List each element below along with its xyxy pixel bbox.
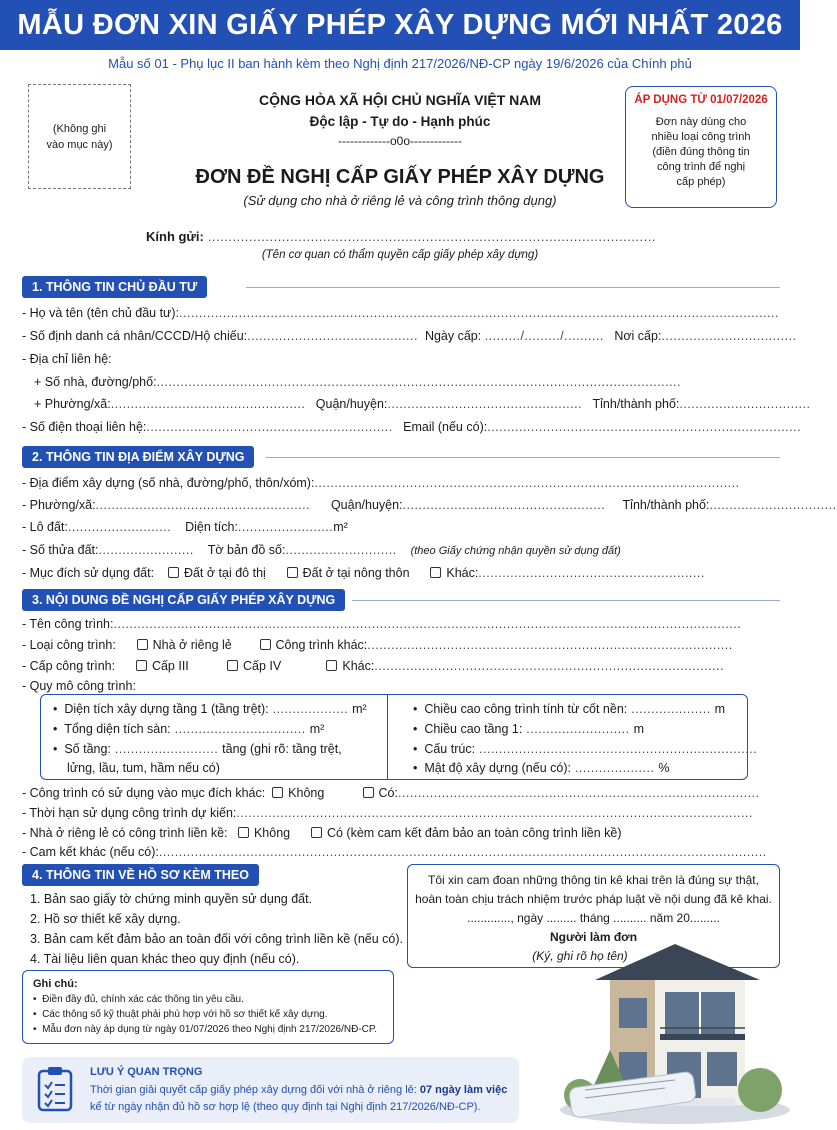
land-purpose-field: - Mục đích sử dụng đất: Đất ở tại đô thị Đất ở tại nông thôn Khác:......................................................... [22,566,705,580]
label: - Số định danh cá nhân/CCCD/Hộ chiếu: [22,329,248,343]
option-label: Không [253,826,291,840]
label: - Tên công trình: [22,617,114,631]
doc-item: 4. Tài liệu liên quan khác theo quy định (nếu có). [30,952,300,966]
label: Tỉnh/thành phố: [592,397,680,411]
floors-field[interactable]: • Số tầng: .......................... tầng (ghi rõ: tầng trệt, [53,742,342,756]
density-field[interactable]: • Mật độ xây dựng (nếu có): .................... % [413,761,670,775]
label: - Mục đích sử dụng đất: [22,566,155,580]
form-reference: Mẫu số 01 - Phụ lục II ban hành kèm theo Nghị định 217/2026/NĐ-CP ngày 19/6/2026 của Chính phủ [108,56,692,71]
checkbox-adj-no[interactable] [238,827,249,838]
label: - Loại công trình: [22,638,116,652]
apply-line: nhiều loại công trình [651,131,751,143]
section-3-header: 3. NỘI DUNG ĐỀ NGHỊ CẤP GIẤY PHÉP XÂY DỰNG [22,589,345,611]
divider [246,287,780,288]
checkbox-grade-3[interactable] [136,660,147,671]
label: + Số nhà, đường/phố: [34,375,157,389]
scale-box [40,694,758,780]
notes-title: Ghi chú: [33,978,78,990]
location-field[interactable]: - Địa điểm xây dựng (số nhà, đường/phố, thôn/xóm):........................................................................................................... [22,476,740,490]
unit: m [714,702,726,716]
lot-area-field[interactable]: - Lô đất:.......................... Diện tích:........................m² [22,520,348,534]
other-commit-field[interactable]: - Cam kết khác (nếu có):......................................................................................................................................................... [22,845,767,859]
floors-note: lửng, lầu, tum, hầm nếu có) [67,761,220,775]
important-notice [22,1057,519,1123]
form-subtitle: (Sử dụng cho nhà ở riêng lẻ và công trình thông dụng) [243,193,557,208]
label: Chiều cao tầng 1: [424,722,523,736]
checkbox-yes[interactable] [363,787,374,798]
floor1-area-field[interactable]: • Diện tích xây dựng tầng 1 (tầng trệt): ................... m² [53,702,367,716]
signer-label: Người làm đơn [549,930,638,944]
label: Email (nếu có): [403,420,488,434]
doc-item: 1. Bản sao giấy tờ chứng minh quyền sử dụng đất. [30,892,313,906]
checkbox-grade-other[interactable] [326,660,337,671]
owner-id-field[interactable]: - Số định danh cá nhân/CCCD/Hộ chiếu:........................................... Ngày cấp: ........./........./.......... Nơi cấp:.................................. [22,329,797,343]
label: Diện tích xây dựng tầng 1 (tầng trệt): [64,702,269,716]
label: Ngày cấp: [424,329,482,343]
floor1-height-field[interactable]: • Chiều cao tầng 1: .......................... m [413,722,644,736]
label: - Thời hạn sử dụng công trình dự kiến: [22,806,237,820]
label: Chiều cao công trình tính từ cốt nền: [424,702,628,716]
label: + Phường/xã: [34,397,111,411]
date-placeholder: ........./........./.......... [484,329,604,343]
recipient-note: (Tên cơ quan có thẩm quyền cấp giấy phép xây dựng) [261,249,539,261]
divider [387,695,388,779]
stamp-line-1: (Không ghi [52,122,107,135]
checkbox-adj-yes[interactable] [311,827,322,838]
motto: Độc lập - Tự do - Hạnh phúc [309,114,491,129]
house-illustration [555,930,795,1125]
label: - Nhà ở riêng lẻ có công trình liền kề: [22,826,228,840]
cert-note: (theo Giấy chứng nhận quyền sử dụng đất) [410,545,621,557]
office-stamp-box [28,84,131,189]
option-label: Nhà ở riêng lẻ [152,638,232,652]
divider [266,457,780,458]
option-label: Cấp III [151,659,189,673]
important-title: LƯU Ý QUAN TRỌNG [90,1066,203,1078]
option-label: Có (kèm cam kết đảm bảo an toàn công trình liền kề) [326,826,622,840]
label: - Số điện thoại liên hệ: [22,420,147,434]
site-ward-field[interactable]: - Phường/xã:...................................................... Quận/huyện:................................................... Tỉnh/thành phố:................................ [22,498,837,512]
form-title: ĐƠN ĐỀ NGHỊ CẤP GIẤY PHÉP XÂY DỰNG [195,166,605,188]
recipient-row[interactable]: Kính gửi: ............................................................................................................. [146,229,656,244]
label: - Họ và tên (tên chủ đầu tư): [22,306,180,320]
banner-title: MẪU ĐƠN XIN GIẤY PHÉP XÂY DỰNG MỚI NHẤT 2026 [0,0,800,50]
apply-line: công trình để nghị [656,161,746,173]
label: tầng (ghi rõ: tầng trệt, [222,742,342,756]
phone-email-field[interactable]: - Số điện thoại liên hệ:.............................................................. Email (nếu có):............................................................................... [22,420,802,434]
checkbox-no[interactable] [272,787,283,798]
plot-map-field[interactable]: - Số thửa đất:........................ Tờ bản đồ số:............................ (theo Giấy chứng nhận quyền sử dụng đất) [22,543,621,557]
unit: m² [352,702,367,716]
label: - Địa điểm xây dựng (số nhà, đường/phố, thôn/xóm): [22,476,315,490]
apply-line: cấp phép) [676,176,726,188]
option-label: Công trình khác: [275,638,368,652]
label: Diện tích: [185,520,238,534]
important-line: kể từ ngày nhận đủ hồ sơ hợp lệ (theo quy định tại Nghị định 217/2026/NĐ-CP). [90,1101,481,1113]
label: Nơi cấp: [614,329,662,343]
label: Mật độ xây dựng (nếu có): [424,761,571,775]
label: - Quy mô công trình: [22,679,136,693]
section-1-header: 1. THÔNG TIN CHỦ ĐẦU TƯ [22,276,207,298]
usage-term-field[interactable]: - Thời hạn sử dụng công trình dự kiến:.................................................................................................................................. [22,806,753,820]
recipient-label: Kính gửi: [146,229,204,244]
label: - Lô đất: [22,520,68,534]
apply-line: Đơn này dùng cho [655,116,747,128]
commit-line: Tôi xin cam đoan những thông tin kê khai trên là đúng sự thật, [428,873,759,887]
label: - Công trình có sử dụng vào mục đích khác: [22,786,266,800]
section-2-header: 2. THÔNG TIN ĐỊA ĐIỂM XÂY DỰNG [22,446,254,468]
option-label: Không [288,786,325,800]
sign-note: (Ký, ghi rõ họ tên) [532,949,628,963]
other-purpose-field: - Công trình có sử dụng vào mục đích khác: Không Có:........................................................................................... [22,786,760,800]
option-label: Cấp IV [242,659,282,673]
option-label: Đất ở tại đô thị [183,566,266,580]
option-label: Khác: [342,659,375,673]
note-item: • Các thông số kỹ thuật phải phù hợp với hồ sơ thiết kế xây dựng. [33,1009,328,1020]
unit: m² [309,722,325,736]
notes-box [22,970,394,1044]
label: Tờ bản đồ số: [207,543,286,557]
important-line: Thời gian giải quyết cấp giấy phép xây dựng đối với nhà ở riêng lẻ: 07 ngày làm việc [90,1084,508,1096]
house-field[interactable]: + Số nhà, đường/phố:.................................................................................................................................... [34,375,681,389]
label: Tổng diện tích sàn: [64,722,171,736]
label: - Cam kết khác (nếu có): [22,845,159,859]
doc-item: 2. Hồ sơ thiết kế xây dựng. [30,912,181,926]
option-label: Khác: [446,566,479,580]
checkbox-rural[interactable] [287,567,298,578]
checkbox-grade-4[interactable] [227,660,238,671]
ward-district-field[interactable]: + Phường/xã:................................................. Quận/huyện:................................................. Tỉnh/thành phố:................................. [34,397,811,411]
label: Quận/huyện: [315,397,388,411]
nation-name: CỘNG HÒA XÃ HỘI CHỦ NGHĨA VIỆT NAM [258,92,542,108]
note-item: • Điền đầy đủ, chính xác các thông tin yêu cầu. [33,994,244,1005]
doc-item: 3. Bản cam kết đảm bảo an toàn đối với công trình liền kề (nếu có). [30,932,403,946]
label: Số tầng: [64,742,111,756]
total-floor-area-field[interactable]: • Tổng diện tích sàn: ................................. m² [53,722,325,736]
checkbox-other-type[interactable] [260,639,271,650]
note-item: • Mẫu đơn này áp dụng từ ngày 01/07/2026 theo Nghị định 217/2026/NĐ-CP. [33,1024,378,1035]
option-label: Có: [378,786,398,800]
apply-date-title: ÁP DỤNG TỪ 01/07/2026 [634,94,768,106]
label: - Cấp công trình: [22,659,116,673]
label: - Số thửa đất: [22,543,99,557]
height-field[interactable]: • Chiều cao công trình tính từ cốt nền: .................... m [413,702,726,716]
checkbox-other[interactable] [430,567,441,578]
adjacent-field [22,825,748,841]
motto-divider: -------------o0o------------- [338,134,462,148]
project-type-field: - Loại công trình: Nhà ở riêng lẻ Công trình khác:............................................................................................ [22,638,733,652]
project-grade-field: - Cấp công trình: Cấp III Cấp IV Khác:........................................................................................ [22,659,724,673]
project-name-field[interactable]: - Tên công trình:.............................................................................................................................................................. [22,617,742,631]
unit: m² [333,520,348,534]
section-4-header: 4. THÔNG TIN VỀ HỒ SƠ KÈM THEO [22,864,259,886]
label: - Địa chỉ liên hệ: [22,352,112,366]
unit: % [658,761,670,775]
apply-line: (điền đúng thông tin [652,146,750,158]
stamp-line-2: vào mục này) [46,138,113,151]
commit-line: hoàn toàn chịu trách nhiệm trước pháp luật về nội dung đã kê khai. [415,892,772,906]
structure-field[interactable]: • Cấu trúc: ...................................................................... [413,742,758,756]
checkbox-urban[interactable] [168,567,179,578]
option-label: Đất ở tại nông thôn [302,566,410,580]
label: - Phường/xã: [22,498,96,512]
unit: m [633,722,644,736]
checkbox-house[interactable] [137,639,148,650]
label: Quận/huyện: [330,498,403,512]
label: Cấu trúc: [424,742,476,756]
owner-name-field[interactable]: - Họ và tên (tên chủ đầu tư):....................................................................................................................................................... [22,306,779,320]
label: Tỉnh/thành phố: [622,498,710,512]
clipboard-icon [36,1066,74,1112]
sign-date[interactable]: ............., ngày ......... tháng .......... năm 20......... [467,911,720,925]
divider [352,600,780,601]
